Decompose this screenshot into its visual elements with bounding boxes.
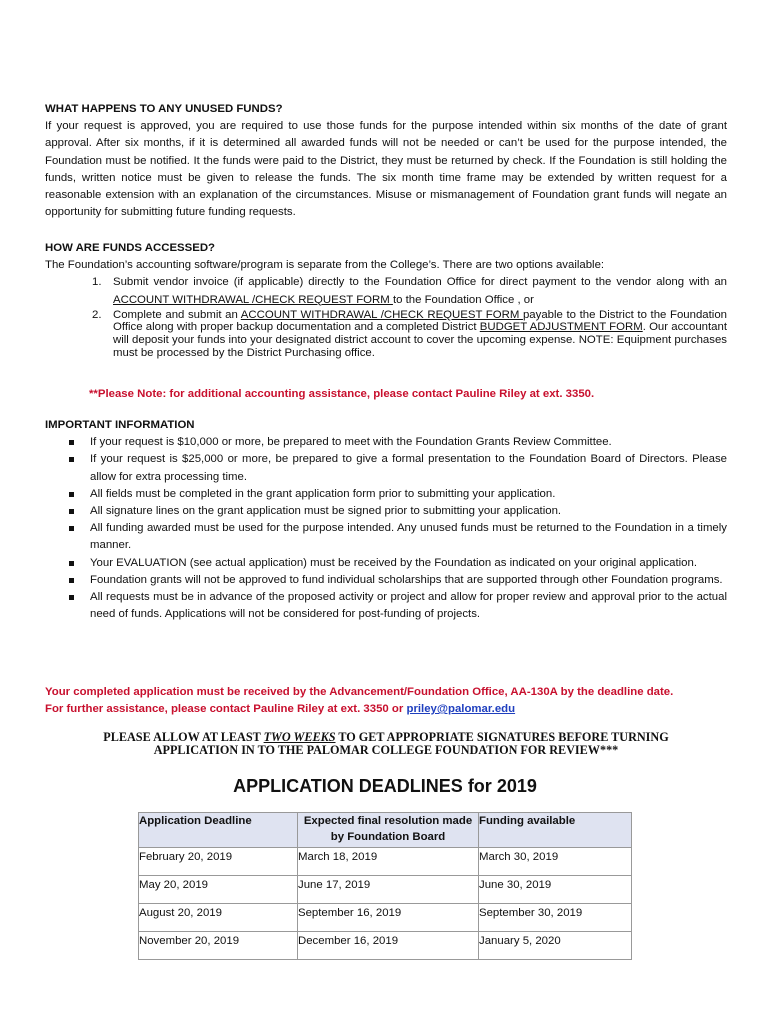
important-heading: IMPORTANT INFORMATION: [45, 419, 195, 431]
list-item-text: Your EVALUATION (see actual application) must be received by the Foundation as indicated on your original application.: [90, 556, 697, 569]
deadline-notice-line2: [45, 701, 727, 718]
deadlines-title: APPLICATION DEADLINES for 2019: [233, 776, 537, 796]
table-cell: January 5, 2020: [479, 932, 632, 960]
option-2-text-middle: payable to the District to the Foundation Office along with proper backup documentation and a completed District: [113, 308, 727, 334]
bullet-icon: [69, 509, 74, 514]
list-item: [45, 589, 727, 623]
account-withdrawal-form-link[interactable]: ACCOUNT WITHDRAWAL /CHECK REQUEST FORM: [240, 308, 523, 321]
list-item: [45, 451, 727, 485]
funds-option-2: [45, 309, 727, 359]
table-cell: March 30, 2019: [479, 848, 632, 876]
list-item: [45, 486, 727, 503]
table-cell: August 20, 2019: [139, 904, 298, 932]
list-item-text: All requests must be in advance of the proposed activity or project and allow for proper review and approval prior to the actual need of funds. Applications will not be considered for post-funding of projects.: [90, 591, 727, 621]
table-row: [139, 904, 632, 932]
column-header: Application Deadline: [139, 813, 298, 848]
signature-notice-line2: APPLICATION IN TO THE PALOMAR COLLEGE FOUNDATION FOR REVIEW***: [153, 743, 619, 757]
list-item-text: All fields must be completed in the grant application form prior to submitting your application.: [90, 487, 556, 500]
bullet-icon: [69, 492, 74, 497]
deadlines-table: [138, 812, 632, 960]
budget-adjustment-form-link[interactable]: BUDGET ADJUSTMENT FORM: [479, 321, 643, 334]
deadline-notice-line1: Your completed application must be received by the Advancement/Foundation Office, AA-130A by the deadline date.: [45, 686, 674, 698]
important-list: [45, 434, 727, 623]
table-cell: September 16, 2019: [298, 904, 479, 932]
list-item: [45, 520, 727, 554]
list-item: [45, 434, 727, 451]
table-cell: November 20, 2019: [139, 932, 298, 960]
bullet-icon: [69, 526, 74, 531]
table-row: [139, 876, 632, 904]
table-header-row: [139, 813, 632, 848]
list-item-text: Foundation grants will not be approved to fund individual scholarships that are supported through other Foundation programs.: [90, 573, 723, 586]
list-item-text: If your request is $10,000 or more, be prepared to meet with the Foundation Grants Review Committee.: [90, 436, 612, 449]
funds-accessed-intro: The Foundation’s accounting software/program is separate from the College’s. There are two options available:: [45, 259, 605, 272]
unused-funds-heading: WHAT HAPPENS TO ANY UNUSED FUNDS?: [45, 103, 283, 115]
bullet-icon: [69, 440, 74, 445]
bullet-icon: [69, 561, 74, 566]
table-cell: June 30, 2019: [479, 876, 632, 904]
table-cell: September 30, 2019: [479, 904, 632, 932]
option-1-text-end: to the Foundation Office , or: [392, 293, 534, 306]
option-number: 1.: [92, 276, 102, 289]
list-item: [45, 503, 727, 520]
list-item-text: If your request is $25,000 or more, be prepared to give a formal presentation to the Foundation Board of Directors. Please allow for extra processing time.: [90, 453, 727, 483]
list-item: [45, 555, 727, 572]
two-weeks-emphasis: TWO WEEKS: [263, 730, 336, 744]
option-1-text-start: Submit vendor invoice (if applicable) directly to the Foundation Office for direct payment to the vendor along with an: [113, 276, 727, 289]
funds-options-list: [45, 274, 727, 359]
account-withdrawal-form-link[interactable]: ACCOUNT WITHDRAWAL /CHECK REQUEST FORM: [113, 293, 393, 306]
option-2-text-end: . Our accountant will deposit your funds into your designated district account to cover the upcoming expense. NOTE: Equipment purchases must be processed by the District Purchasing office.: [113, 321, 727, 359]
option-number: 2.: [92, 308, 102, 321]
bullet-icon: [69, 457, 74, 462]
column-header: Expected final resolution made by Foundation Board: [298, 813, 479, 848]
column-header: Funding available: [479, 813, 632, 848]
funds-accessed-section: [45, 240, 727, 359]
table-row: [139, 932, 632, 960]
deadline-notice-line2-text: For further assistance, please contact Pauline Riley at ext. 3350 or: [45, 703, 407, 716]
option-2-text-start: Complete and submit an: [113, 308, 241, 321]
table-cell: May 20, 2019: [139, 876, 298, 904]
unused-funds-body: If your request is approved, you are required to use those funds for the purpose intended within six months of the date of grant approval. After six months, if it is determined all awarded funds will not be needed or can’t be used for the purpose intended, the Foundation must be notified. It the funds were paid to the District, they must be returned by check. If the Foundation is still holding the funds, written notice must be given to release the funds. The six month time frame may be extended by written request for a reasonable extension with an explanation of the circumstances. Misuse or mismanagement of Foundation grant funds will negate an opportunity for submitting future funding requests.: [45, 120, 727, 219]
signature-notice-end: TO GET APPROPRIATE SIGNATURES BEFORE TURNING: [335, 730, 669, 744]
signature-notice-start: PLEASE ALLOW AT LEAST: [103, 730, 264, 744]
table-row: [139, 848, 632, 876]
table-cell: December 16, 2019: [298, 932, 479, 960]
table-cell: June 17, 2019: [298, 876, 479, 904]
table-cell: March 18, 2019: [298, 848, 479, 876]
accounting-assistance-note: **Please Note: for additional accounting assistance, please contact Pauline Riley at ext. 3350.: [89, 388, 595, 400]
unused-funds-section: [45, 101, 727, 221]
bullet-icon: [69, 578, 74, 583]
funds-accessed-heading: HOW ARE FUNDS ACCESSED?: [45, 242, 216, 254]
bullet-icon: [69, 595, 74, 600]
deadline-notice: [45, 684, 727, 718]
email-link[interactable]: priley@palomar.edu: [406, 703, 516, 716]
signature-notice: [45, 731, 727, 757]
list-item-text: All funding awarded must be used for the purpose intended. Any unused funds must be returned to the Foundation in a timely manner.: [90, 522, 727, 552]
funds-option-1: [45, 274, 727, 308]
important-section: [45, 417, 727, 623]
table-cell: February 20, 2019: [139, 848, 298, 876]
list-item-text: All signature lines on the grant application must be signed prior to submitting your application.: [90, 505, 562, 518]
list-item: [45, 572, 727, 589]
